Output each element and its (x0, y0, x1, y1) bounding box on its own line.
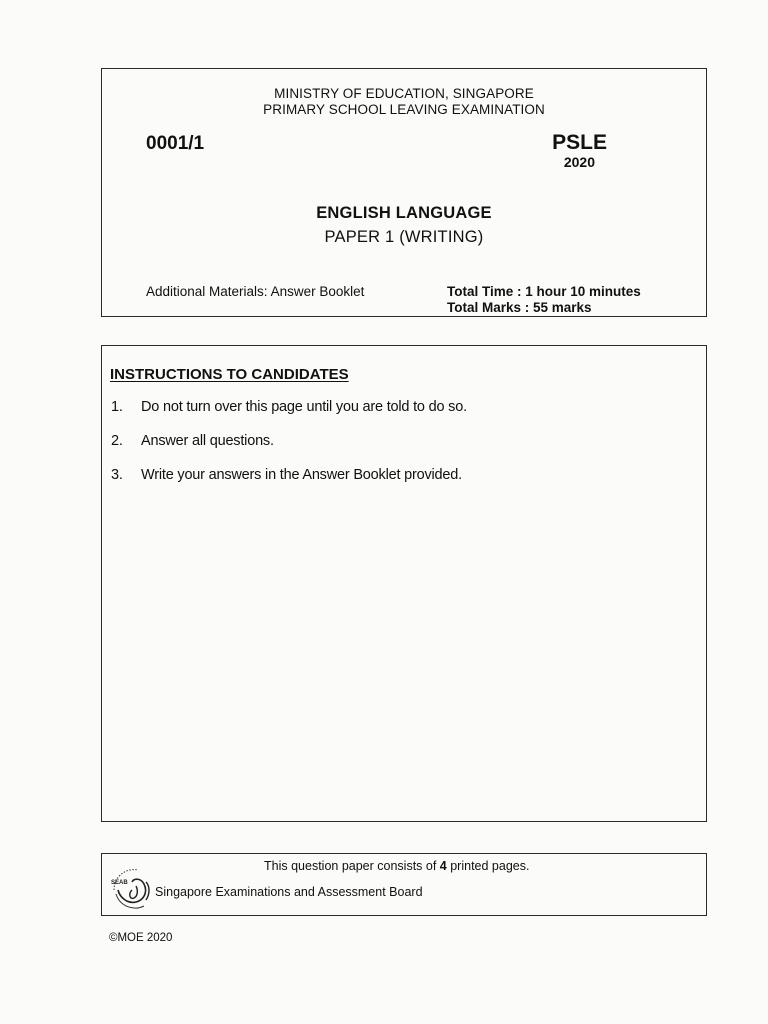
total-time: Total Time : 1 hour 10 minutes (447, 284, 641, 299)
paper-title: PAPER 1 (WRITING) (324, 228, 484, 246)
instruction-item (111, 399, 467, 415)
copyright-notice: ©MOE 2020 (109, 932, 173, 944)
instruction-item (111, 467, 462, 483)
cover-header-box (101, 68, 707, 317)
seab-logo-text: SEAB (111, 880, 128, 886)
total-marks: Total Marks : 55 marks (447, 300, 592, 315)
pages-note: This question paper consists of 4 printed pages. (264, 859, 530, 873)
instruction-number: 1. (111, 399, 123, 415)
examination-name: PRIMARY SCHOOL LEAVING EXAMINATION (263, 102, 545, 117)
board-name: Singapore Examinations and Assessment Board (155, 885, 423, 899)
page-count: 4 (439, 859, 447, 873)
instruction-number: 2. (111, 433, 123, 449)
seab-logo-icon (108, 864, 160, 912)
instruction-text: Answer all questions. (141, 433, 274, 449)
exam-year: 2020 (563, 154, 595, 170)
instructions-heading: INSTRUCTIONS TO CANDIDATES (110, 366, 349, 383)
instruction-text: Write your answers in the Answer Booklet provided. (141, 467, 462, 483)
instruction-item (111, 433, 274, 449)
instructions-box (101, 345, 707, 822)
ministry-name: MINISTRY OF EDUCATION, SINGAPORE (274, 86, 534, 101)
additional-materials: Additional Materials: Answer Booklet (146, 284, 365, 299)
subject-title: ENGLISH LANGUAGE (316, 204, 492, 222)
paper-code: 0001/1 (146, 133, 205, 154)
footer-box (101, 853, 707, 916)
exam-name: PSLE (552, 131, 607, 154)
instruction-number: 3. (111, 467, 123, 483)
instruction-text: Do not turn over this page until you are told to do so. (141, 399, 467, 415)
